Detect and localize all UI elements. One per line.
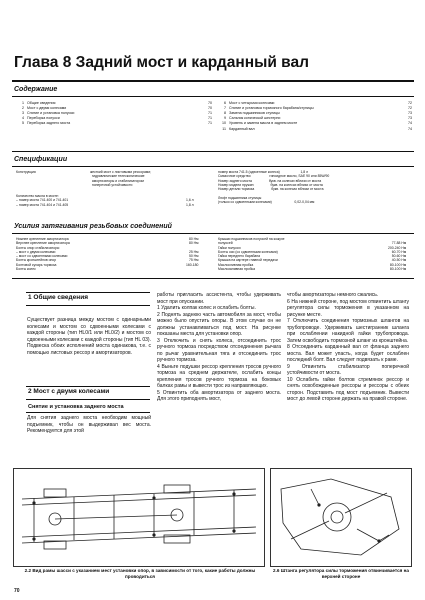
toc-item-page: 70 [208,106,212,111]
contents-heading: Содержание [14,86,58,93]
torques-heading: Усилия затягивания резьбовых соединений [14,223,172,230]
toc-item-title: Мост с четырьмя колесами [229,101,274,106]
specs-rule [12,166,414,167]
column2-text: работы пригласить ассистента, чтобы удерживать мост при опускании. 1 Удалить колпак колес и ослабить болты. 2 Поднять заднюю часть автомобиля за мост, чтобы можно было опустить опоры. В этом случае он не должны устанавливаться под мост. На рисунке показаны места для установки опор. 3 Отключить и снять колеса, отсоединить трос ручного тормоза посредством отсоединения рычага по рычаг уравнительная тяга и отсоединить трос ручного тормоза. 4 Выньте подушки рессор крепления тросов ручного тормоза на среднем держателе, ослабить концы крепления тросов ручного тормоза на боковых балках рамы и вывести трос из направляющих. 5 Отвинтить оба амортизатора от заднего моста. Для этого приподнять мост, [157,292,281,402]
torque-left-values: 80 Нм 80 Нм 25 Нм 50 Нм 75 Нм 160-180 [186,237,199,267]
section1-text: Существует разница между мостом с одинарными колесами и мостом со сдвоенными колесами с каждой стороны (тип HL0/1 или HL0/2) и мостом со сдвоенными колесами с каждой стороны (тип HL 03). Подвеска обоих исполнений моста одинакова, т.е. с помощью листовых рессор и амортизаторов. [27,317,151,356]
toc-item-title: Мост с двумя колесами [27,106,66,111]
chassis-frame-drawing [14,469,264,566]
toc-item-title: Переборка заднего моста [27,121,70,126]
toc-item-page: 74 [408,126,412,131]
torque-left-labels: Нижнее крепление амортизатора Верхнее крепление амортизатора Болты опор стабилизатора: – мост с двумя колесами – мост со сдвоенными колесами Болты кронштейнов опор Болтовой сухарь тормоза Болты колес [16,237,70,272]
title-rule [12,80,414,82]
toc-item-number: 11 [222,126,226,131]
toc-item-number: 7 [224,106,226,111]
toc-item-title: Сальник конической шестерни [229,116,280,121]
figure-brake-regulator [270,468,412,567]
spec-construction-label: Конструкция [16,170,36,174]
contents-rule [12,96,414,97]
toc-item-number: 1 [22,101,24,105]
toc-item-page: 71 [208,111,212,116]
specs-heading: Спецификации [14,156,68,163]
toc-item-title: Уровень и замена масла в заднем мосте [229,121,297,126]
toc-item-title: Замена подшипников ступицы [229,111,280,116]
toc-item-page: 74 [408,121,412,126]
toc-item-page: 71 [208,116,212,121]
toc-item-page: 71 [208,121,212,126]
toc-item-number: 5 [22,121,24,126]
toc-item-title: Переборка полуоси [27,116,60,121]
torques-rule [12,233,414,234]
toc-item-title: Карданный вал [229,127,255,132]
toc-item-number: 10 [222,121,226,126]
section1-heading: 1 Общие сведения [28,294,88,301]
page-number: 70 [14,588,20,594]
section2-text: Для снятия заднего моста необходим мощный подъемник, чтобы он выдерживал вес моста. Рекомендуется для этой [27,415,151,434]
section2-subheading: Снятие и установка заднего моста [28,404,124,410]
toc-item-number: 6 [224,101,226,105]
toc-item-page: 73 [408,116,412,121]
toc-item-page: 73 [408,111,412,116]
toc-item-number: 4 [22,116,24,121]
figure1-caption: 2.2 Вид рамы шасси с указанием мест установки опор, в зависимости от того, какие работы должны проводиться [24,568,256,579]
toc-item-number: 9 [224,116,226,121]
chapter-title: Глава 8 Задний мост и карданный вал [14,54,309,71]
column3-text: чтобы амортизаторы немного сжались. 6 На нижней стороне, под мостом отвинтить штангу регулятора силы торможения в указанном на рисунке месте. 7 Отключить соединения тормозных шлангов на трубопроводе. Удерживать шестигранник шланга при ослаблении накидной гайки трубопровода. Затем освободить тормозной шланг из кронштейна. 8 Отсоединить карданный вал от фланца заднего моста. Вал может упасть, когда будет ослаблен последний болт. Вал следует подвязать к раме. 9 Отвинтить стабилизатор поперечной устойчивости от моста. 10 Ослабить гайки болтов стремянок рессор и снять освобожденные рессоры и рессоры с обеих сторон. Подставить под мост подъемник. Вывести мост до левой стороне держать на правой стороне. [287,292,409,402]
toc-item-page: 72 [408,101,412,105]
toc-item-number: 8 [224,111,226,116]
torques-bottom-rule [12,278,414,279]
torque-right-values: 77-88 Нм 200-240 Нм 60-70 Нм 50-60 Нм 40-50 Нм 80-100 Нм 80-100 Нм [388,241,407,272]
toc-item-page: 72 [408,106,412,111]
section2-heading: 2 Мост с двумя колесами [28,388,110,395]
figure2-caption: 2.6 Штанга регулятора силы торможения отвинчивается на верхней стороне [273,568,409,579]
toc-item-number: 2 [22,106,24,111]
spec-oil-values: 1,6 л 1,8 л [186,198,194,207]
figure-chassis-frame [13,468,265,567]
spec-right-block: номер моста 741.5 (сдвоенные колеса) 1,8 л Смазочное средство гипоидное масло, SAE 90 или 85W/90 Номер заднего моста букв. на колесах вблизи от моста Номер модели пружин букв. на колесах вблизи от моста Номер детали тормоза букв. на колесах вблизи от моста Люфт подшипника ступицы (только со сдвоенными колесами) 0,02-0,04 мм [218,170,330,205]
toc-item-page: 70 [208,101,212,105]
spec-oil-label: Количество масла в мосте: – номер моста 741.400 и 741.401 – номер моста 741.404 и 741.405 [16,194,69,207]
toc-item-title: Снятие и установка полуоси [27,111,74,116]
contents-bottom-rule [12,151,414,152]
toc-item [218,127,412,132]
toc-item [16,121,212,126]
torque-right-labels: Крышки подшипников полуосей на кожухе полуосей Гайки полуоси Болты оси (со сдвоенными колесами) Гайка переднего барабана Крышка на картере главной передачи Маслосливная пробка Маслозаливная пробка [218,237,285,272]
spec-construction-value: жесткий мост с листовыми рессорами; гидравлические телескопические амортизаторы и стабилизатором поперечной устойчивости [90,170,152,187]
brake-regulator-drawing [271,469,411,566]
toc-item-title: Общие сведения [27,101,55,106]
toc-item-number: 3 [22,111,24,116]
toc-item-title: Снятие и установка тормозного барабана/ступицы [229,106,314,111]
